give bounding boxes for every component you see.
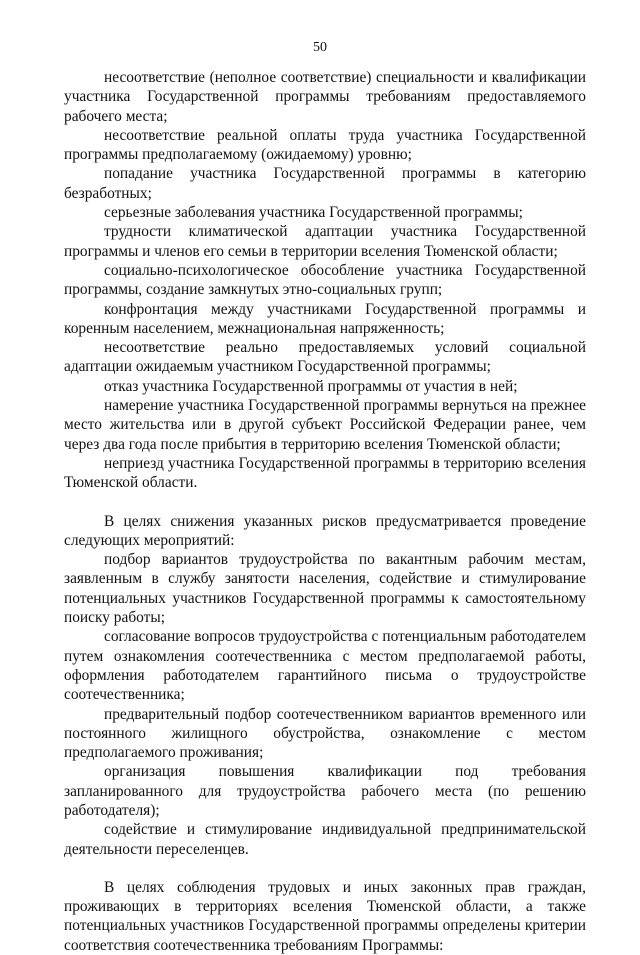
risk-item-non-arrival: неприезд участника Государственной программы в территорию вселения Тюменской области. — [64, 454, 586, 492]
measures-intro-paragraph: В целях снижения указанных рисков предусматривается проведение следующих мероприятий: — [64, 512, 586, 549]
measure-item-qualification-upgrade: организация повышения квалификации под требования запланированного для трудоустройства рабочего места (по решению работодателя); — [64, 763, 586, 819]
risk-item-qualification-mismatch: несоответствие (неполное соответствие) специальности и квалификации участника Государственной программы требованиям предоставляемого рабочего места; — [64, 69, 586, 125]
page-number: 50 — [313, 40, 327, 55]
measure-item-entrepreneurship: содействие и стимулирование индивидуальной предпринимательской деятельности переселенцев. — [64, 821, 586, 858]
risk-item-confrontation: конфронтация между участниками Государственной программы и коренным населением, межнациональная напряженность; — [64, 300, 586, 337]
risk-item-unemployment: попадание участника Государственной программы в категорию безработных; — [64, 165, 586, 202]
risk-item-adaptation-conditions: несоответствие реально предоставляемых условий социальной адаптации ожидаемым участником Государственной программы; — [64, 339, 586, 376]
risk-item-social-isolation: социально-психологическое обособление участника Государственной программы, создание замкнутых этно-социальных групп; — [64, 261, 586, 299]
measure-item-employer-agreement: согласование вопросов трудоустройства с потенциальным работодателем путем ознакомления соотечественника с местом предполагаемой работы, оформления работодателем гарантийного письма о трудоустройстве соотечественника; — [64, 628, 586, 704]
measure-item-housing-selection: предварительный подбор соотечественником вариантов временного или постоянного жилищного обустройства, ознакомление с местом предполагаемого проживания; — [64, 705, 586, 762]
measure-item-job-selection: подбор вариантов трудоустройства по вакантным рабочим местам, заявленным в службу занятости населения, содействие и стимулирование потенциальных участников Государственной программы к самостоятельному поиску работы; — [64, 551, 586, 627]
risk-item-refusal: отказ участника Государственной программы от участия в ней; — [104, 377, 518, 395]
document-body — [64, 68, 586, 955]
risk-item-illness: серьезные заболевания участника Государственной программы; — [104, 204, 523, 222]
risk-item-return-intent: намерение участника Государственной программы вернуться на прежнее место жительства или в другой субъект Российской Федерации ранее, чем через два года после прибытия в территорию вселения Тюменской области; — [64, 397, 586, 453]
criteria-intro-paragraph: В целях соблюдения трудовых и иных законных прав граждан, проживающих в территориях вселения Тюменской области, а также потенциальных участников Государственной программы определены критерии соответствия соотечественника требованиям Программы: — [64, 878, 586, 954]
risk-item-salary-mismatch: несоответствие реальной оплаты труда участника Государственной программы предполагаемому (ожидаемому) уровню; — [64, 126, 586, 164]
risk-item-climate-adaptation: трудности климатической адаптации участника Государственной программы и членов его семьи в территории вселения Тюменской области; — [64, 223, 586, 260]
